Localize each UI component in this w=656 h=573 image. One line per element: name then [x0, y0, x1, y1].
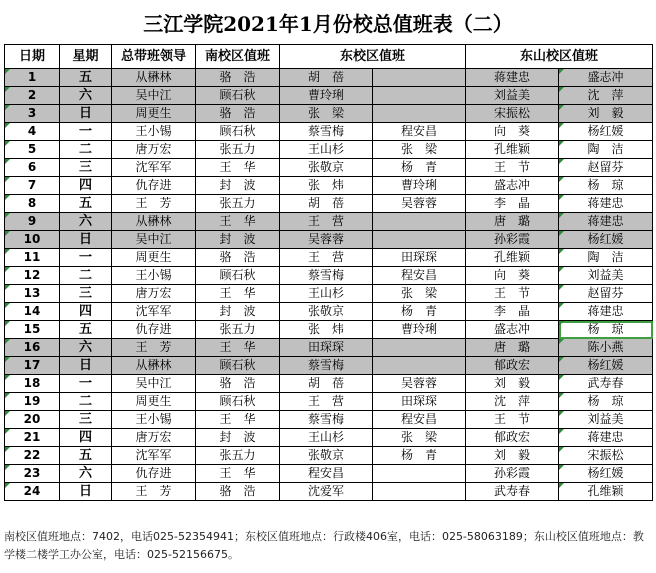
cell-dongshan-1[interactable]: 刘 毅	[466, 375, 559, 393]
cell-east-1[interactable]: 胡 蓓	[280, 375, 373, 393]
cell-date[interactable]: 20	[5, 411, 60, 429]
cell-weekday[interactable]: 四	[60, 303, 112, 321]
cell-dongshan-1[interactable]: 刘益美	[466, 87, 559, 105]
table-row	[5, 429, 653, 447]
cell-dongshan-2[interactable]: 刘益美	[559, 411, 653, 429]
cell-east-1[interactable]: 张敬京	[280, 303, 373, 321]
table-row	[5, 105, 653, 123]
cell-weekday[interactable]: 五	[60, 447, 112, 465]
cell-south[interactable]: 顾石秋	[196, 267, 280, 285]
table-row	[5, 483, 653, 501]
cell-weekday[interactable]: 三	[60, 159, 112, 177]
cell-east-1[interactable]: 蔡雪梅	[280, 411, 373, 429]
cell-east-2[interactable]: 程安昌	[373, 411, 466, 429]
cell-east-1[interactable]: 张 炜	[280, 321, 373, 339]
cell-east-2[interactable]	[373, 339, 466, 357]
cell-south[interactable]: 骆 浩	[196, 105, 280, 123]
cell-weekday[interactable]: 四	[60, 429, 112, 447]
table-row	[5, 465, 653, 483]
cell-dongshan-1[interactable]: 孙彩霞	[466, 231, 559, 249]
table-row	[5, 393, 653, 411]
cell-east-2[interactable]	[373, 87, 466, 105]
cell-dongshan-2[interactable]: 杨 琼	[559, 393, 653, 411]
cell-dongshan-1[interactable]: 孔维颖	[466, 141, 559, 159]
cell-leader[interactable]: 唐万宏	[112, 141, 196, 159]
cell-date[interactable]: 17	[5, 357, 60, 375]
cell-weekday[interactable]: 四	[60, 177, 112, 195]
cell-date[interactable]: 13	[5, 285, 60, 303]
cell-dongshan-2[interactable]: 杨红媛	[559, 357, 653, 375]
cell-weekday[interactable]: 二	[60, 393, 112, 411]
cell-leader[interactable]: 从楙林	[112, 69, 196, 87]
cell-east-2[interactable]: 程安昌	[373, 267, 466, 285]
table-row	[5, 69, 653, 87]
cell-weekday[interactable]: 二	[60, 141, 112, 159]
cell-leader[interactable]: 仇存进	[112, 321, 196, 339]
cell-leader[interactable]: 吴中江	[112, 87, 196, 105]
cell-south[interactable]: 张五力	[196, 447, 280, 465]
cell-dongshan-1[interactable]: 向 葵	[466, 267, 559, 285]
cell-dongshan-2[interactable]: 蒋建忠	[559, 303, 653, 321]
duty-table	[4, 44, 653, 501]
cell-date[interactable]: 9	[5, 213, 60, 231]
cell-east-1[interactable]: 程安昌	[280, 465, 373, 483]
cell-date[interactable]: 8	[5, 195, 60, 213]
cell-dongshan-2[interactable]: 杨红媛	[559, 465, 653, 483]
cell-east-2[interactable]: 吴蓉蓉	[373, 195, 466, 213]
cell-leader[interactable]: 周更生	[112, 249, 196, 267]
cell-dongshan-1[interactable]: 王 节	[466, 159, 559, 177]
cell-weekday[interactable]: 六	[60, 339, 112, 357]
cell-east-1[interactable]: 蔡雪梅	[280, 357, 373, 375]
cell-east-2[interactable]: 杨 青	[373, 447, 466, 465]
cell-east-2[interactable]	[373, 69, 466, 87]
cell-dongshan-2[interactable]: 杨 琼	[559, 177, 653, 195]
table-row	[5, 375, 653, 393]
table-row	[5, 411, 653, 429]
cell-date[interactable]: 1	[5, 69, 60, 87]
cell-weekday[interactable]: 五	[60, 195, 112, 213]
cell-dongshan-2[interactable]: 蒋建忠	[559, 195, 653, 213]
cell-date[interactable]: 22	[5, 447, 60, 465]
cell-leader[interactable]: 王 芳	[112, 339, 196, 357]
table-row	[5, 231, 653, 249]
cell-dongshan-2[interactable]: 陶 洁	[559, 249, 653, 267]
cell-east-2[interactable]	[373, 483, 466, 501]
cell-weekday[interactable]: 日	[60, 231, 112, 249]
cell-date[interactable]: 2	[5, 87, 60, 105]
cell-leader[interactable]: 沈军军	[112, 159, 196, 177]
cell-east-2[interactable]: 张 梁	[373, 285, 466, 303]
cell-east-1[interactable]: 王山杉	[280, 429, 373, 447]
cell-east-2[interactable]	[373, 105, 466, 123]
cell-dongshan-1[interactable]: 孙彩霞	[466, 465, 559, 483]
cell-south[interactable]: 王 华	[196, 285, 280, 303]
cell-date[interactable]: 15	[5, 321, 60, 339]
table-row	[5, 159, 653, 177]
cell-south[interactable]: 王 华	[196, 411, 280, 429]
header-south: 南校区值班	[196, 45, 280, 69]
cell-dongshan-1[interactable]: 沈 萍	[466, 393, 559, 411]
table-row	[5, 141, 653, 159]
cell-east-2[interactable]: 程安昌	[373, 123, 466, 141]
cell-dongshan-1[interactable]: 郁政宏	[466, 429, 559, 447]
cell-east-1[interactable]: 蔡雪梅	[280, 267, 373, 285]
cell-date[interactable]: 14	[5, 303, 60, 321]
header-weekday: 星期	[60, 45, 112, 69]
cell-east-1[interactable]: 张敬京	[280, 159, 373, 177]
cell-weekday[interactable]: 日	[60, 483, 112, 501]
cell-weekday[interactable]: 三	[60, 285, 112, 303]
cell-dongshan-2[interactable]: 蒋建忠	[559, 429, 653, 447]
cell-dongshan-1[interactable]: 向 葵	[466, 123, 559, 141]
cell-dongshan-1[interactable]: 唐 璐	[466, 339, 559, 357]
cell-east-1[interactable]: 曹玲琍	[280, 87, 373, 105]
cell-east-2[interactable]	[373, 231, 466, 249]
cell-leader[interactable]: 吴中江	[112, 231, 196, 249]
cell-date[interactable]: 21	[5, 429, 60, 447]
table-row	[5, 285, 653, 303]
table-row	[5, 123, 653, 141]
cell-leader[interactable]: 唐万宏	[112, 429, 196, 447]
cell-leader[interactable]: 周更生	[112, 393, 196, 411]
cell-south[interactable]: 张五力	[196, 195, 280, 213]
cell-dongshan-1[interactable]: 武寿春	[466, 483, 559, 501]
table-row	[5, 87, 653, 105]
cell-dongshan-2[interactable]: 蒋建忠	[559, 213, 653, 231]
cell-south[interactable]: 骆 浩	[196, 69, 280, 87]
cell-date[interactable]: 23	[5, 465, 60, 483]
table-row	[5, 267, 653, 285]
cell-dongshan-2[interactable]: 杨红媛	[559, 231, 653, 249]
cell-dongshan-2[interactable]: 宋振松	[559, 447, 653, 465]
cell-east-1[interactable]: 田琛琛	[280, 339, 373, 357]
cell-date[interactable]: 5	[5, 141, 60, 159]
cell-south[interactable]: 顾石秋	[196, 357, 280, 375]
cell-date[interactable]: 4	[5, 123, 60, 141]
table-row	[5, 195, 653, 213]
cell-dongshan-1[interactable]: 郁政宏	[466, 357, 559, 375]
cell-dongshan-2[interactable]: 陈小燕	[559, 339, 653, 357]
cell-dongshan-2[interactable]: 沈 萍	[559, 87, 653, 105]
cell-weekday[interactable]: 一	[60, 249, 112, 267]
cell-dongshan-2[interactable]: 刘 毅	[559, 105, 653, 123]
cell-dongshan-1[interactable]: 李 晶	[466, 195, 559, 213]
cell-leader[interactable]: 仇存进	[112, 465, 196, 483]
cell-dongshan-1[interactable]: 盛志冲	[466, 321, 559, 339]
table-row	[5, 447, 653, 465]
cell-south[interactable]: 顾石秋	[196, 393, 280, 411]
cell-east-1[interactable]: 蔡雪梅	[280, 123, 373, 141]
cell-dongshan-2[interactable]: 刘益美	[559, 267, 653, 285]
cell-east-2[interactable]	[373, 465, 466, 483]
cell-leader[interactable]: 从楙林	[112, 357, 196, 375]
cell-leader[interactable]: 从楙林	[112, 213, 196, 231]
page-title: 三江学院2021年1月份校总值班表（二）	[143, 11, 513, 36]
cell-dongshan-2[interactable]: 武寿春	[559, 375, 653, 393]
cell-south[interactable]: 封 波	[196, 231, 280, 249]
header-row	[5, 45, 653, 69]
cell-south[interactable]: 张五力	[196, 141, 280, 159]
cell-weekday[interactable]: 日	[60, 357, 112, 375]
cell-weekday[interactable]: 六	[60, 87, 112, 105]
table-row	[5, 213, 653, 231]
cell-date[interactable]: 11	[5, 249, 60, 267]
table-row	[5, 249, 653, 267]
header-dongshan: 东山校区值班	[466, 45, 653, 69]
cell-dongshan-1[interactable]: 李 晶	[466, 303, 559, 321]
cell-east-2[interactable]	[373, 213, 466, 231]
cell-east-1[interactable]: 沈爱军	[280, 483, 373, 501]
cell-dongshan-1[interactable]: 宋振松	[466, 105, 559, 123]
cell-dongshan-2[interactable]: 孔维颖	[559, 483, 653, 501]
cell-dongshan-2[interactable]: 杨 琼	[559, 321, 653, 339]
cell-south[interactable]: 顾石秋	[196, 123, 280, 141]
cell-date[interactable]: 18	[5, 375, 60, 393]
cell-leader[interactable]: 王 芳	[112, 195, 196, 213]
cell-south[interactable]: 张五力	[196, 321, 280, 339]
cell-dongshan-1[interactable]: 孔维颖	[466, 249, 559, 267]
cell-leader[interactable]: 王 芳	[112, 483, 196, 501]
cell-dongshan-2[interactable]: 杨红媛	[559, 123, 653, 141]
table-row	[5, 321, 653, 339]
cell-date[interactable]: 12	[5, 267, 60, 285]
cell-weekday[interactable]: 五	[60, 69, 112, 87]
cell-east-1[interactable]: 胡 蓓	[280, 195, 373, 213]
cell-south[interactable]: 封 波	[196, 429, 280, 447]
cell-east-2[interactable]: 吴蓉蓉	[373, 375, 466, 393]
cell-east-1[interactable]: 王 营	[280, 213, 373, 231]
header-east: 东校区值班	[280, 45, 466, 69]
cell-south[interactable]: 封 波	[196, 177, 280, 195]
cell-weekday[interactable]: 日	[60, 105, 112, 123]
cell-date[interactable]: 6	[5, 159, 60, 177]
cell-weekday[interactable]: 二	[60, 267, 112, 285]
cell-south[interactable]: 王 华	[196, 339, 280, 357]
header-leader: 总带班领导	[112, 45, 196, 69]
cell-south[interactable]: 王 华	[196, 159, 280, 177]
cell-date[interactable]: 19	[5, 393, 60, 411]
duty-table-body	[5, 69, 653, 501]
cell-east-2[interactable]: 张 梁	[373, 429, 466, 447]
cell-weekday[interactable]: 一	[60, 375, 112, 393]
cell-east-1[interactable]: 张 炜	[280, 177, 373, 195]
cell-south[interactable]: 王 华	[196, 213, 280, 231]
cell-leader[interactable]: 沈军军	[112, 447, 196, 465]
cell-east-2[interactable]: 杨 青	[373, 159, 466, 177]
cell-date[interactable]: 24	[5, 483, 60, 501]
cell-leader[interactable]: 王小锡	[112, 123, 196, 141]
cell-south[interactable]: 骆 浩	[196, 375, 280, 393]
cell-dongshan-2[interactable]: 盛志冲	[559, 69, 653, 87]
cell-east-2[interactable]: 田琛琛	[373, 249, 466, 267]
cell-leader[interactable]: 仇存进	[112, 177, 196, 195]
cell-east-1[interactable]: 张 梁	[280, 105, 373, 123]
cell-date[interactable]: 16	[5, 339, 60, 357]
cell-leader[interactable]: 王小锡	[112, 411, 196, 429]
table-row	[5, 357, 653, 375]
cell-weekday[interactable]: 六	[60, 465, 112, 483]
cell-dongshan-2[interactable]: 赵留芬	[559, 285, 653, 303]
cell-east-1[interactable]: 胡 蓓	[280, 69, 373, 87]
cell-weekday[interactable]: 六	[60, 213, 112, 231]
cell-east-1[interactable]: 吴蓉蓉	[280, 231, 373, 249]
cell-east-2[interactable]: 曹玲琍	[373, 321, 466, 339]
cell-south[interactable]: 骆 浩	[196, 483, 280, 501]
cell-east-2[interactable]: 田琛琛	[373, 393, 466, 411]
table-row	[5, 177, 653, 195]
cell-south[interactable]: 封 波	[196, 303, 280, 321]
cell-east-1[interactable]: 张敬京	[280, 447, 373, 465]
footer-note: 南校区值班地点：7402，电话025-52354941；东校区值班地点：行政楼406室，电话：025-58063189；东山校区值班地点：教学楼二楼学工办公室，电话：025-52156675。	[4, 530, 644, 561]
table-row	[5, 303, 653, 321]
cell-east-1[interactable]: 王 营	[280, 393, 373, 411]
header-date: 日期	[5, 45, 60, 69]
cell-dongshan-1[interactable]: 王 节	[466, 411, 559, 429]
cell-dongshan-2[interactable]: 陶 洁	[559, 141, 653, 159]
cell-south[interactable]: 骆 浩	[196, 249, 280, 267]
cell-south[interactable]: 顾石秋	[196, 87, 280, 105]
cell-east-2[interactable]: 杨 青	[373, 303, 466, 321]
cell-east-2[interactable]	[373, 357, 466, 375]
cell-dongshan-1[interactable]: 盛志冲	[466, 177, 559, 195]
cell-east-1[interactable]: 王 营	[280, 249, 373, 267]
cell-leader[interactable]: 吴中江	[112, 375, 196, 393]
cell-east-2[interactable]: 曹玲琍	[373, 177, 466, 195]
cell-weekday[interactable]: 五	[60, 321, 112, 339]
cell-south[interactable]: 王 华	[196, 465, 280, 483]
cell-dongshan-1[interactable]: 唐 璐	[466, 213, 559, 231]
cell-dongshan-1[interactable]: 刘 毅	[466, 447, 559, 465]
cell-leader[interactable]: 周更生	[112, 105, 196, 123]
cell-date[interactable]: 7	[5, 177, 60, 195]
cell-weekday[interactable]: 一	[60, 123, 112, 141]
cell-east-1[interactable]: 王山杉	[280, 141, 373, 159]
cell-leader[interactable]: 沈军军	[112, 303, 196, 321]
cell-leader[interactable]: 唐万宏	[112, 285, 196, 303]
cell-leader[interactable]: 王小锡	[112, 267, 196, 285]
cell-east-2[interactable]: 张 梁	[373, 141, 466, 159]
cell-east-1[interactable]: 王山杉	[280, 285, 373, 303]
cell-date[interactable]: 3	[5, 105, 60, 123]
cell-dongshan-2[interactable]: 赵留芬	[559, 159, 653, 177]
cell-date[interactable]: 10	[5, 231, 60, 249]
table-row	[5, 339, 653, 357]
cell-dongshan-1[interactable]: 蒋建忠	[466, 69, 559, 87]
cell-dongshan-1[interactable]: 王 节	[466, 285, 559, 303]
cell-weekday[interactable]: 三	[60, 411, 112, 429]
